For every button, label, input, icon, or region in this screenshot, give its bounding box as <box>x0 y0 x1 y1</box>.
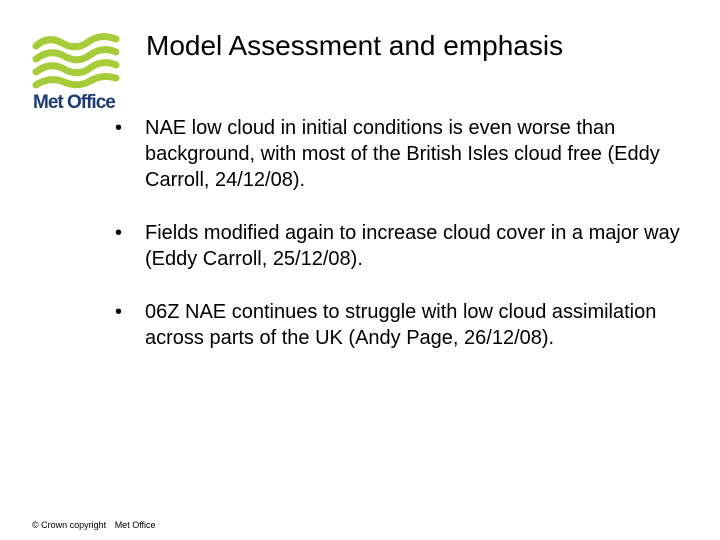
bullet-text: Fields modified again to increase cloud cover in a major way (Eddy Carroll, 25/12/08). <box>145 222 680 270</box>
footer-organisation: Met Office <box>114 520 156 530</box>
bullet-item <box>115 220 700 272</box>
bullet-item <box>115 115 700 193</box>
footer-copyright: © Crown copyright <box>32 520 107 530</box>
bullet-icon: • <box>115 222 123 244</box>
bullet-icon: • <box>115 301 123 323</box>
footer <box>32 519 156 531</box>
bullet-item <box>115 299 700 351</box>
met-office-logo <box>30 30 125 115</box>
bullet-text: NAE low cloud in initial conditions is even worse than background, with most of the British Isles cloud free (Eddy Carroll, 24/12/08). <box>145 117 660 191</box>
slide-title: Model Assessment and emphasis <box>146 30 564 61</box>
logo-wordmark: Met Office <box>33 92 115 113</box>
bullet-text: 06Z NAE continues to struggle with low cloud assimilation across parts of the UK (Andy Page, 26/12/08). <box>145 301 657 349</box>
bullet-icon: • <box>115 117 123 139</box>
bullet-list <box>115 115 700 378</box>
wave-logo-icon <box>30 30 125 90</box>
